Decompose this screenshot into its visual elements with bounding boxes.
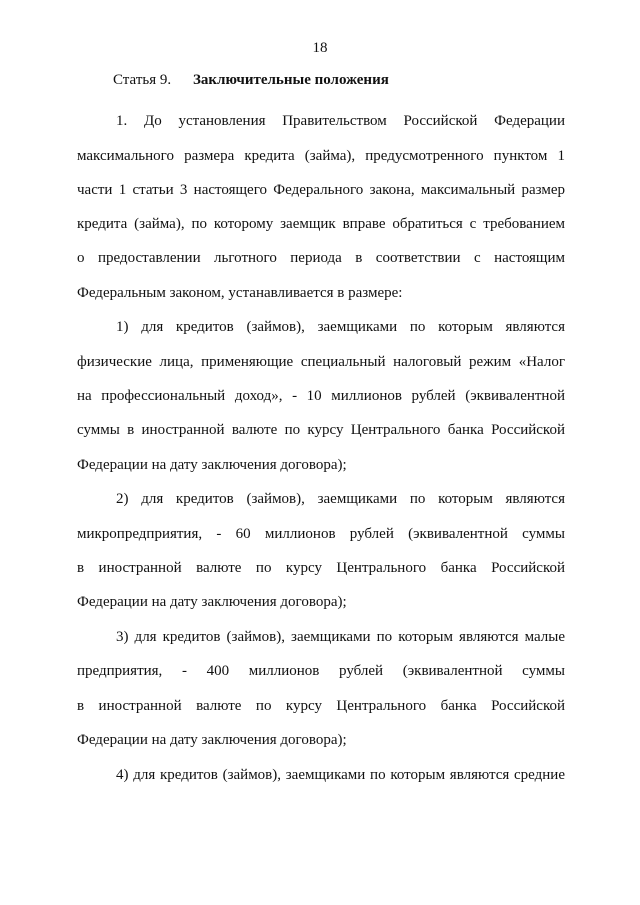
article-number: Статья 9. bbox=[113, 72, 172, 88]
paragraph-line: суммы в иностранной валюте по курсу Центрального банка Российской bbox=[77, 422, 565, 438]
paragraph-line: 1. До установления Правительством Российской Федерации bbox=[116, 113, 565, 129]
paragraph-line: 3) для кредитов (займов), заемщиками по которым являются малые bbox=[116, 629, 565, 645]
paragraph-line: кредита (займа), по которому заемщик вправе обратиться с требованием bbox=[77, 216, 565, 232]
paragraph-line: 4) для кредитов (займов), заемщиками по которым являются средние bbox=[116, 767, 565, 783]
paragraph-line: в иностранной валюте по курсу Центрального банка Российской bbox=[77, 698, 565, 714]
paragraph-line: предприятия, - 400 миллионов рублей (эквивалентной суммы bbox=[77, 663, 565, 679]
paragraph-line: Федерации на дату заключения договора); bbox=[77, 732, 347, 748]
paragraph-line: 1) для кредитов (займов), заемщиками по которым являются bbox=[116, 319, 565, 335]
article-title: Заключительные положения bbox=[193, 72, 389, 88]
paragraph-line: микропредприятия, - 60 миллионов рублей (эквивалентной суммы bbox=[77, 526, 565, 542]
paragraph-line: Федерации на дату заключения договора); bbox=[77, 457, 347, 473]
paragraph-line: части 1 статьи 3 настоящего Федерального закона, максимальный размер bbox=[77, 182, 565, 198]
paragraph-line: Федерации на дату заключения договора); bbox=[77, 594, 347, 610]
paragraph-line: 2) для кредитов (займов), заемщиками по которым являются bbox=[116, 491, 565, 507]
paragraph-line: о предоставлении льготного периода в соответствии с настоящим bbox=[77, 250, 565, 266]
paragraph-line: физические лица, применяющие специальный налоговый режим «Налог bbox=[77, 354, 565, 370]
article-heading bbox=[113, 72, 389, 89]
page-number: 18 bbox=[312, 40, 328, 56]
paragraph-line: Федеральным законом, устанавливается в размере: bbox=[77, 285, 403, 301]
paragraph-line: максимального размера кредита (займа), предусмотренного пунктом 1 bbox=[77, 148, 565, 164]
paragraph-line: в иностранной валюте по курсу Центрального банка Российской bbox=[77, 560, 565, 576]
paragraph-line: на профессиональный доход», - 10 миллионов рублей (эквивалентной bbox=[77, 388, 565, 404]
